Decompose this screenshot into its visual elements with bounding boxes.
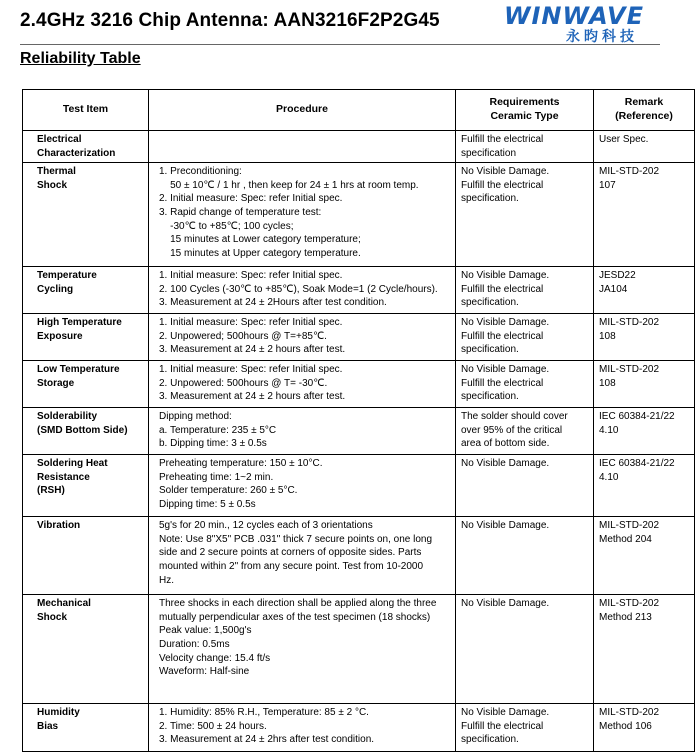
remark-cell xyxy=(594,361,695,408)
test-item-cell xyxy=(23,163,149,267)
cell-line: specification. xyxy=(461,297,519,309)
section-title: Reliability Table xyxy=(20,50,141,67)
cell-line: Waveform: Half-sine xyxy=(159,666,250,678)
cell-line: 3. Measurement at 24 ± 2hrs after test condition. xyxy=(159,734,375,746)
cell-line: No Visible Damage. xyxy=(461,364,550,376)
cell-line: specification. xyxy=(461,344,519,356)
cell-line: 15 minutes at Upper category temperature. xyxy=(159,247,361,259)
cell-line: 1. Initial measure: Spec: refer Initial spec. xyxy=(159,317,343,329)
cell-line: MIL-STD-202 xyxy=(599,707,660,719)
cell-line: (RSH) xyxy=(37,485,65,497)
cell-line: mutually perpendicular axes of the test specimen (18 shocks) xyxy=(159,611,431,623)
cell-line: Thermal xyxy=(37,166,76,178)
procedure-cell xyxy=(149,314,456,361)
cell-line: Dipping method: xyxy=(159,411,232,423)
table-row xyxy=(23,595,695,704)
cell-line: MIL-STD-202 xyxy=(599,166,660,178)
cell-line: MIL-STD-202 xyxy=(599,317,660,329)
cell-line: 2. Initial measure: Spec: refer Initial spec. xyxy=(159,193,343,205)
cell-line: Note: Use 8"X5" PCB .031" thick 7 secure points on, one long xyxy=(159,533,433,545)
requirement-cell xyxy=(456,163,594,267)
table-row xyxy=(23,314,695,361)
cell-line: 3. Rapid change of temperature test: xyxy=(159,206,322,218)
cell-line: No Visible Damage. xyxy=(461,270,550,282)
cell-line: 108 xyxy=(599,330,616,342)
cell-line: (SMD Bottom Side) xyxy=(37,424,128,436)
column-header-test-item: Test Item xyxy=(23,90,149,131)
table-row xyxy=(23,517,695,595)
cell-line: Preheating temperature: 150 ± 10°C. xyxy=(159,458,323,470)
test-item-cell xyxy=(23,267,149,314)
logo-wordmark: WINWAVE xyxy=(504,2,645,30)
requirement-cell xyxy=(456,408,594,455)
cell-line: No Visible Damage. xyxy=(461,598,550,610)
cell-line: JA104 xyxy=(599,283,628,295)
remark-cell xyxy=(594,408,695,455)
cell-line: JESD22 xyxy=(599,270,636,282)
test-item-cell xyxy=(23,131,149,163)
cell-line: 3. Measurement at 24 ± 2Hours after test condition. xyxy=(159,297,387,309)
table-row xyxy=(23,163,695,267)
cell-line: Method 213 xyxy=(599,611,652,623)
cell-line: Soldering Heat xyxy=(37,458,108,470)
requirement-cell xyxy=(456,267,594,314)
requirement-cell xyxy=(456,361,594,408)
remark-cell xyxy=(594,704,695,752)
cell-line: MIL-STD-202 xyxy=(599,364,660,376)
procedure-cell xyxy=(149,131,456,163)
requirement-cell xyxy=(456,314,594,361)
column-header-remark: Remark (Reference) xyxy=(594,90,695,131)
cell-line: Fulfill the electrical xyxy=(461,179,544,191)
cell-line: specification. xyxy=(461,734,519,746)
cell-line: 2. Time: 500 ± 24 hours. xyxy=(159,720,267,732)
test-item-cell xyxy=(23,455,149,517)
cell-line: Method 106 xyxy=(599,720,652,732)
test-item-cell xyxy=(23,704,149,752)
procedure-cell xyxy=(149,704,456,752)
cell-line: 4.10 xyxy=(599,424,619,436)
cell-line: Exposure xyxy=(37,330,83,342)
procedure-cell xyxy=(149,163,456,267)
header-divider xyxy=(20,44,660,45)
remark-cell xyxy=(594,131,695,163)
cell-line: 2. 100 Cycles (-30℃ to +85℃), Soak Mode=1 (2 Cycle/hours). xyxy=(159,283,438,295)
cell-line: Method 204 xyxy=(599,533,652,545)
cell-line: 108 xyxy=(599,377,616,389)
cell-line: Hz. xyxy=(159,574,174,586)
page-title: 2.4GHz 3216 Chip Antenna: AAN3216F2P2G45 xyxy=(20,10,440,31)
cell-line: Resistance xyxy=(37,471,90,483)
requirement-cell xyxy=(456,455,594,517)
cell-line: Electrical xyxy=(37,134,82,145)
cell-line: Vibration xyxy=(37,520,81,532)
table-row xyxy=(23,131,695,163)
cell-line: 2. Unpowered; 500hours @ T=+85℃. xyxy=(159,330,327,342)
remark-cell xyxy=(594,595,695,704)
cell-line: Storage xyxy=(37,377,75,389)
test-item-cell xyxy=(23,595,149,704)
column-header-procedure: Procedure xyxy=(149,90,456,131)
cell-line: Shock xyxy=(37,179,68,191)
procedure-cell xyxy=(149,408,456,455)
requirement-cell xyxy=(456,704,594,752)
cell-line: 1. Preconditioning: xyxy=(159,166,242,178)
cell-line: Fulfill the electrical xyxy=(461,330,544,342)
column-header-requirements: Requirements Ceramic Type xyxy=(456,90,594,131)
cell-line: mounted within 2" from any secure point. Test from 10-2000 xyxy=(159,560,424,572)
cell-line: No Visible Damage. xyxy=(461,458,550,470)
cell-line: Solderability xyxy=(37,411,98,423)
remark-cell xyxy=(594,163,695,267)
cell-line: area of bottom side. xyxy=(461,438,550,450)
cell-line: High Temperature xyxy=(37,317,122,329)
table-row xyxy=(23,361,695,408)
cell-line: specification. xyxy=(461,193,519,205)
cell-line: 4.10 xyxy=(599,471,619,483)
cell-line: Fulfill the electrical xyxy=(461,720,544,732)
cell-line: 5g's for 20 min., 12 cycles each of 3 orientations xyxy=(159,520,373,532)
requirement-cell xyxy=(456,131,594,163)
table-row xyxy=(23,267,695,314)
remark-cell xyxy=(594,267,695,314)
cell-line: 1. Initial measure: Spec: refer Initial spec. xyxy=(159,364,343,376)
test-item-cell xyxy=(23,517,149,595)
requirement-cell xyxy=(456,595,594,704)
cell-line: 3. Measurement at 24 ± 2 hours after test. xyxy=(159,391,346,403)
table-row xyxy=(23,704,695,752)
cell-line: No Visible Damage. xyxy=(461,166,550,178)
remark-cell xyxy=(594,455,695,517)
remark-cell xyxy=(594,314,695,361)
cell-line: Fulfill the electrical xyxy=(461,134,544,145)
cell-line: Characterization xyxy=(37,147,116,159)
cell-line: Preheating time: 1~2 min. xyxy=(159,471,274,483)
procedure-cell xyxy=(149,595,456,704)
cell-line: Bias xyxy=(37,720,59,732)
test-item-cell xyxy=(23,408,149,455)
cell-line: No Visible Damage. xyxy=(461,520,550,532)
cell-line: Temperature xyxy=(37,270,97,282)
cell-line: Mechanical xyxy=(37,598,91,610)
cell-line: 1. Humidity: 85% R.H., Temperature: 85 ± 2 °C. xyxy=(159,707,369,719)
cell-line: 1. Initial measure: Spec: refer Initial spec. xyxy=(159,270,343,282)
cell-line: Fulfill the electrical xyxy=(461,283,544,295)
cell-line: specification. xyxy=(461,391,519,403)
cell-line: Dipping time: 5 ± 0.5s xyxy=(159,498,256,510)
cell-line: MIL-STD-202 xyxy=(599,598,660,610)
cell-line: Cycling xyxy=(37,283,74,295)
cell-line: No Visible Damage. xyxy=(461,317,550,329)
cell-line: Peak value: 1,500g's xyxy=(159,625,252,637)
cell-line: a. Temperature: 235 ± 5°C xyxy=(159,424,277,436)
cell-line: 15 minutes at Lower category temperature; xyxy=(159,234,361,246)
cell-line: User Spec. xyxy=(599,134,649,145)
cell-line: IEC 60384-21/22 xyxy=(599,411,675,423)
cell-line: over 95% of the critical xyxy=(461,424,563,436)
procedure-cell xyxy=(149,517,456,595)
table-row xyxy=(23,455,695,517)
cell-line: IEC 60384-21/22 xyxy=(599,458,675,470)
cell-line: side and 2 secure points at corners of opposite sides. Parts xyxy=(159,547,422,559)
procedure-cell xyxy=(149,455,456,517)
cell-line: Humidity xyxy=(37,707,80,719)
cell-line: The solder should cover xyxy=(461,411,568,423)
table-row xyxy=(23,408,695,455)
procedure-cell xyxy=(149,267,456,314)
cell-line: Three shocks in each direction shall be applied along the three xyxy=(159,598,437,610)
cell-line: -30℃ to +85℃; 100 cycles; xyxy=(159,220,294,232)
cell-line: b. Dipping time: 3 ± 0.5s xyxy=(159,438,267,450)
cell-line: 2. Unpowered: 500hours @ T= -30℃. xyxy=(159,377,328,389)
cell-line: MIL-STD-202 xyxy=(599,520,660,532)
reliability-table xyxy=(22,89,695,752)
test-item-cell xyxy=(23,361,149,408)
cell-line: No Visible Damage. xyxy=(461,707,550,719)
cell-line: Fulfill the electrical xyxy=(461,377,544,389)
cell-line: Low Temperature xyxy=(37,364,120,376)
procedure-cell xyxy=(149,361,456,408)
cell-line: Solder temperature: 260 ± 5°C. xyxy=(159,485,298,497)
cell-line: specification xyxy=(461,147,517,159)
table-header-row xyxy=(23,90,695,131)
cell-line: 50 ± 10℃ / 1 hr , then keep for 24 ± 1 hrs at room temp. xyxy=(159,179,419,191)
cell-line: 107 xyxy=(599,179,616,191)
test-item-cell xyxy=(23,314,149,361)
requirement-cell xyxy=(456,517,594,595)
remark-cell xyxy=(594,517,695,595)
cell-line: Duration: 0.5ms xyxy=(159,638,230,650)
logo-chinese-name: 永昀科技 xyxy=(566,28,638,44)
company-logo xyxy=(504,2,684,42)
cell-line: Shock xyxy=(37,611,68,623)
cell-line: Velocity change: 15.4 ft/s xyxy=(159,652,271,664)
cell-line: 3. Measurement at 24 ± 2 hours after test. xyxy=(159,344,346,356)
